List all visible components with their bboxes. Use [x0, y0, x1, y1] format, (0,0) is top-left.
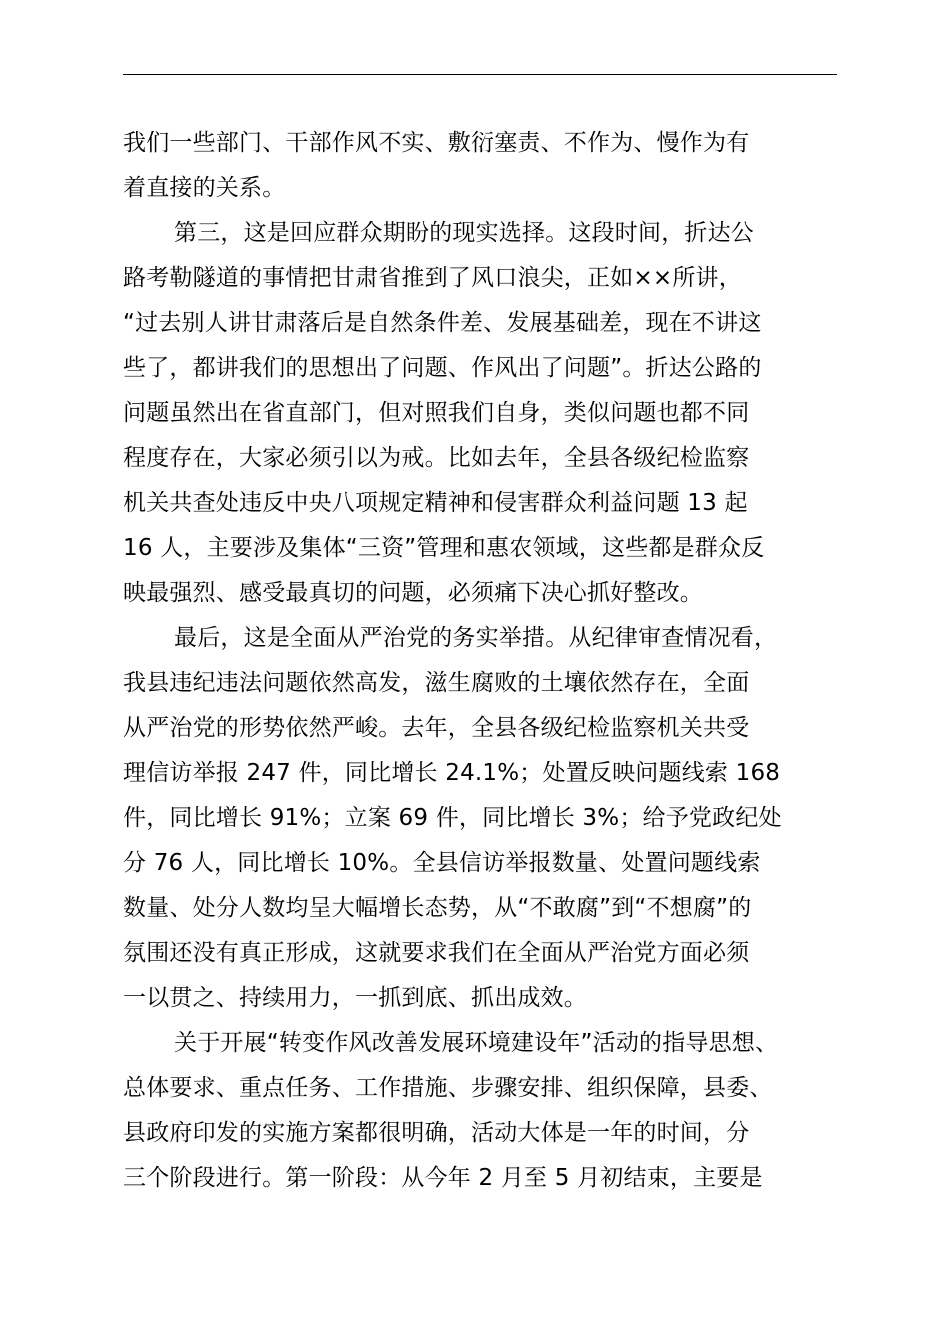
text-line: 些了，都讲我们的思想出了问题、作风出了问题”。折达公路的 — [123, 355, 762, 381]
paragraph-start-line: 关于开展“转变作风改善发展环境建设年”活动的指导思想、 — [174, 1030, 779, 1056]
text-line: 机关共查处违反中央八项规定精神和侵害群众利益问题 13 起 — [123, 490, 748, 516]
text-line: 数量、处分人数均呈大幅增长态势，从“不敢腐”到“不想腐”的 — [123, 895, 752, 921]
document-body — [123, 121, 837, 1201]
text-line: 氛围还没有真正形成，这就要求我们在全面从严治党方面必须 — [123, 940, 750, 966]
text-line: 着直接的关系。 — [123, 175, 286, 201]
header-rule — [123, 74, 837, 75]
paragraph-start-line: 第三，这是回应群众期盼的现实选择。这段时间，折达公 — [174, 220, 754, 246]
text-line: 分 76 人，同比增长 10%。全县信访举报数量、处置问题线索 — [123, 850, 761, 876]
text-line: 县政府印发的实施方案都很明确，活动大体是一年的时间，分 — [123, 1120, 750, 1146]
text-line: 问题虽然出在省直部门，但对照我们自身，类似问题也都不同 — [123, 400, 750, 426]
text-line: 从严治党的形势依然严峻。去年，全县各级纪检监察机关共受 — [123, 715, 750, 741]
text-line: 总体要求、重点任务、工作措施、步骤安排、组织保障，县委、 — [123, 1075, 773, 1101]
text-line: 理信访举报 247 件，同比增长 24.1%；处置反映问题线索 168 — [123, 760, 781, 786]
paragraph-start-line: 最后，这是全面从严治党的务实举措。从纪律审查情况看， — [174, 625, 778, 651]
text-line: 路考勒隧道的事情把甘肃省推到了风口浪尖，正如××所讲， — [123, 265, 742, 291]
text-line: 三个阶段进行。第一阶段：从今年 2 月至 5 月初结束，主要是 — [123, 1165, 763, 1191]
text-line: 我们一些部门、干部作风不实、敷衍塞责、不作为、慢作为有 — [123, 130, 750, 156]
text-line: 我县违纪违法问题依然高发，滋生腐败的土壤依然存在，全面 — [123, 670, 750, 696]
text-line: 16 人，主要涉及集体“三资”管理和惠农领域，这些都是群众反 — [123, 535, 765, 561]
text-line: “过去别人讲甘肃落后是自然条件差、发展基础差，现在不讲这 — [123, 310, 762, 336]
text-line: 一以贯之、持续用力，一抓到底、抓出成效。 — [123, 985, 587, 1011]
text-line: 程度存在，大家必须引以为戒。比如去年，全县各级纪检监察 — [123, 445, 750, 471]
text-line: 映最强烈、感受最真切的问题，必须痛下决心抓好整改。 — [123, 580, 703, 606]
text-line: 件，同比增长 91%；立案 69 件，同比增长 3%；给予党政纪处 — [123, 805, 782, 831]
